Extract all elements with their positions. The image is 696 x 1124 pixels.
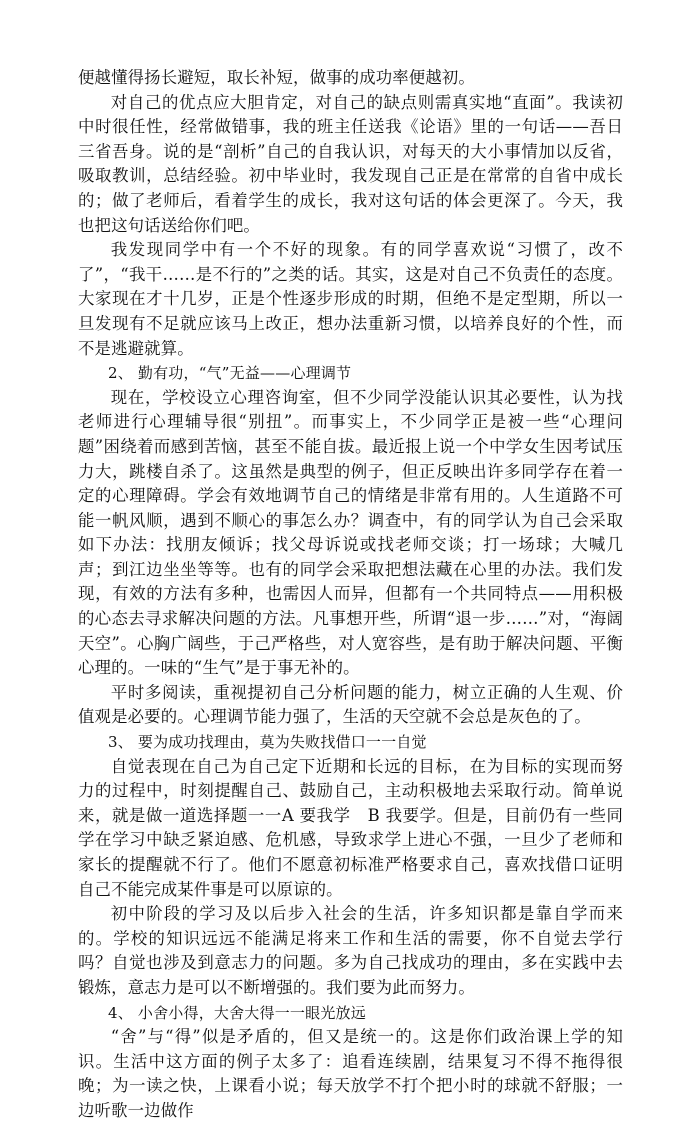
section-heading-3: 3、 要为成功找理由，莫为失败找借口一一自觉 bbox=[108, 733, 427, 752]
document-page bbox=[78, 66, 623, 1124]
paragraph-self-study: 初中阶段的学习及以后步入社会的生活，许多知识都是靠自学而来的。学校的知识远远不能满足将来工作和生活的需要，你不自觉去学行吗？自觉也涉及到意志力的问题。多为自己找成功的理由，多在实践中去锻炼，意志力是可以不断增强的。我们要为此而努力。 bbox=[78, 904, 623, 997]
section-heading-4: 4、 小舍小得，大舍大得一一眼光放远 bbox=[108, 1003, 366, 1022]
paragraph-self-discipline: 自觉表现在自己为自己定下近期和长远的目标，在为目标的实现而努力的过程中，时刻提醒自己、鼓励自己，主动积极地去采取行动。简单说来，就是做一道选择题一一A 要我学 B 我要学。但是，目前仍有一些同学在学习中缺乏紧迫感、危机感，导致求学上进心不强，一旦少了老师和家长的提醒就不行了。他们不愿意初标准严格要求自己，喜欢找借口证明自己不能完成某件事是可以原谅的。 bbox=[78, 756, 623, 899]
paragraph-self-reflection: 对自己的优点应大胆肯定，对自己的缺点则需真实地“直面”。我读初中时很任性，经常做错事，我的班主任送我《论语》里的一句话——吾日三省吾身。说的是“剖析”自己的自我认识，对每天的大小事情加以反省，吸取教训，总结经验。初中毕业时，我发现自己正是在常常的自省中成长的；做了老师后，看着学生的成长，我对这句话的体会更深了。今天，我也把这句话送给你们吧。 bbox=[78, 92, 623, 235]
paragraph-reading: 平时多阅读，重视提初自己分析问题的能力，树立正确的人生观、价值观是必要的。心理调节能力强了，生活的天空就不会总是灰色的了。 bbox=[78, 682, 623, 727]
paragraph-bad-habits: 我发现同学中有一个不好的现象。有的同学喜欢说“习惯了，改不了”，“我干……是不行的”之类的话。其实，这是对自己不负责任的态度。大家现在才十几岁，正是个性逐步形成的时期，但绝不是定型期，所以一旦发现有不足就应该马上改正，想办法重新习惯，以培养良好的个性，而不是逃避就算。 bbox=[78, 240, 623, 358]
section-heading-2: 2、 勤有功，“气”无益——心理调节 bbox=[108, 364, 352, 383]
paragraph-give-and-gain: “舍”与“得”似是矛盾的，但又是统一的。这是你们政治课上学的知识。生活中这方面的例子太多了：追看连续剧，结果复习不得不拖得很晚；为一读之快，上课看小说；每天放学不打个把小时的球就不舒服；一边听歌一边做作 bbox=[78, 1027, 623, 1120]
paragraph-psychological-counseling: 现在，学校设立心理咨询室，但不少同学没能认识其必要性，认为找老师进行心理辅导很“别扭”。而事实上，不少同学正是被一些“心理问题”困绕着而感到苦恼，甚至不能自拔。最近报上说一个中学女生因考试压力大，跳楼自杀了。这虽然是典型的例子，但正反映出许多同学存在着一定的心理障碍。学会有效地调节自己的情绪是非常有用的。人生道路不可能一帆风顺，遇到不顺心的事怎么办？调查中，有的同学认为自己会采取如下办法：找朋友倾诉；找父母诉说或找老师交谈；打一场球；大喊几声；到江边坐坐等等。也有的同学会采取把想法藏在心里的办法。我们发现，有效的方法有多种，也需因人而异，但都有一个共同特点——用积极的心态去寻求解决问题的方法。凡事想开些，所谓“退一步……”对，“海阔天空”。心胸广阔些，于己严格些，对人宽容些，是有助于解决问题、平衡心理的。一味的“生气”是于事无补的。 bbox=[78, 387, 623, 678]
paragraph-continued: 便越懂得扬长避短，取长补短，做事的成功率便越初。 bbox=[78, 68, 475, 87]
